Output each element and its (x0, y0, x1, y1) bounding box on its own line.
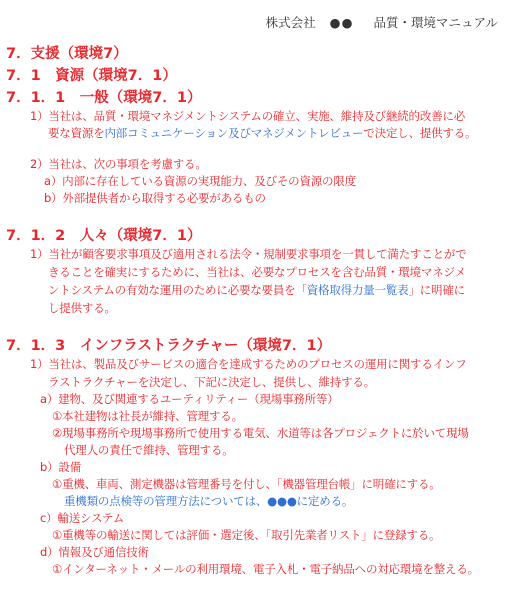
s711-item-b: b）外部提供者から取得する必要があるもの (44, 191, 266, 205)
s713-line1: 1）当社は、製品及びサービスの適合を達成するためのプロセスの運用に関するインフ (30, 357, 467, 371)
s713-item-c: c）輸送システム (40, 511, 125, 525)
s713-item-a: a）建物、及び関連するユーティリティー（現場事務所等） (40, 392, 339, 406)
s711-para2: 2）当社は、次の事項を考慮する。 (30, 157, 207, 171)
s711-para1-line1: 1）当社は、品質・環境マネジメントシステムの確立、実施、維持及び継続的改善に必 (30, 109, 466, 123)
doc-reference-qualification-list: 資格取得力量一覧表 (306, 283, 409, 297)
text-segment: 」に明確にする。 (350, 477, 441, 491)
s713-item-b: b）設備 (40, 460, 81, 474)
text-segment: で決定し、提供する。 (363, 126, 477, 140)
s713-item-c1 (52, 526, 440, 544)
s713-item-d: d）情報及び通信技術 (40, 545, 149, 559)
s711-item-a: a）内部に存在している資源の実現能力、及びその資源の限度 (44, 174, 356, 188)
text-segment: ①重機等の輸送に関しては評価・選定後、「 (52, 528, 272, 542)
doc-reference-internal-communication: 内部コミュニケーション及びマネジメントレビュー (104, 126, 364, 140)
text-segment: 」に明確に (408, 283, 465, 297)
s711-para1-line2 (48, 124, 476, 142)
text-segment: 要な資源を (48, 126, 105, 140)
s713-item-b1 (52, 475, 441, 493)
s712-line4: し提供する。 (48, 301, 116, 315)
heading-7-1-2: 7．1．2 人々（環境7．1） (6, 228, 202, 244)
s713-item-b2: 重機類の点検等の管理方法については、●●●に定める。 (64, 494, 354, 508)
s713-line2: ラストラクチャーを決定し、下記に決定し、提供し、維持する。 (48, 375, 376, 389)
text-segment: ントシステムの有効な運用のために必要な要員を「 (48, 283, 307, 297)
heading-7: 7．支援（環境7） (6, 46, 128, 62)
s713-item-a1: ①本社建物は社長が維持、管理する。 (52, 409, 243, 423)
company-mark: ●● (329, 15, 354, 30)
s713-item-a2-line2: 代理人の責任で維持、管理する。 (64, 443, 234, 457)
s712-line3 (48, 281, 465, 299)
s712-line2: きることを確実にするために、当社は、必要なプロセスを含む品質・環境マネジメ (48, 265, 466, 279)
text-segment: 」に登録する。 (361, 528, 441, 542)
text-segment: ①重機、車両、測定機器は管理番号を付し、「 (52, 477, 283, 491)
heading-7-1: 7．1 資源（環境7．1） (6, 68, 177, 84)
manual-title: 品質・環境マニュアル (373, 15, 498, 30)
s713-item-d1: ①インターネット・メールの利用環境、電子入札・電子納品への対応環境を整える。 (52, 562, 479, 576)
s713-item-a2-line1: ②現場事務所や現場事務所で使用する電気、水道等は各プロジェクトに於いて現場 (52, 426, 469, 440)
heading-7-1-1: 7．1．1 一般（環境7．1） (6, 90, 202, 106)
document-header (266, 13, 498, 31)
heading-7-1-3: 7．1．3 インフラストラクチャー（環境7．1） (6, 338, 332, 354)
doc-reference-supplier-list: 取引先業者リスト (271, 528, 362, 542)
company-label: 株式会社 (265, 15, 316, 30)
s712-line1: 1）当社が顧客要求事項及び適用される法令・規制要求事項を一貫して満たすことがで (30, 247, 467, 261)
doc-reference-equipment-ledger: 機器管理台帳 (282, 477, 351, 491)
